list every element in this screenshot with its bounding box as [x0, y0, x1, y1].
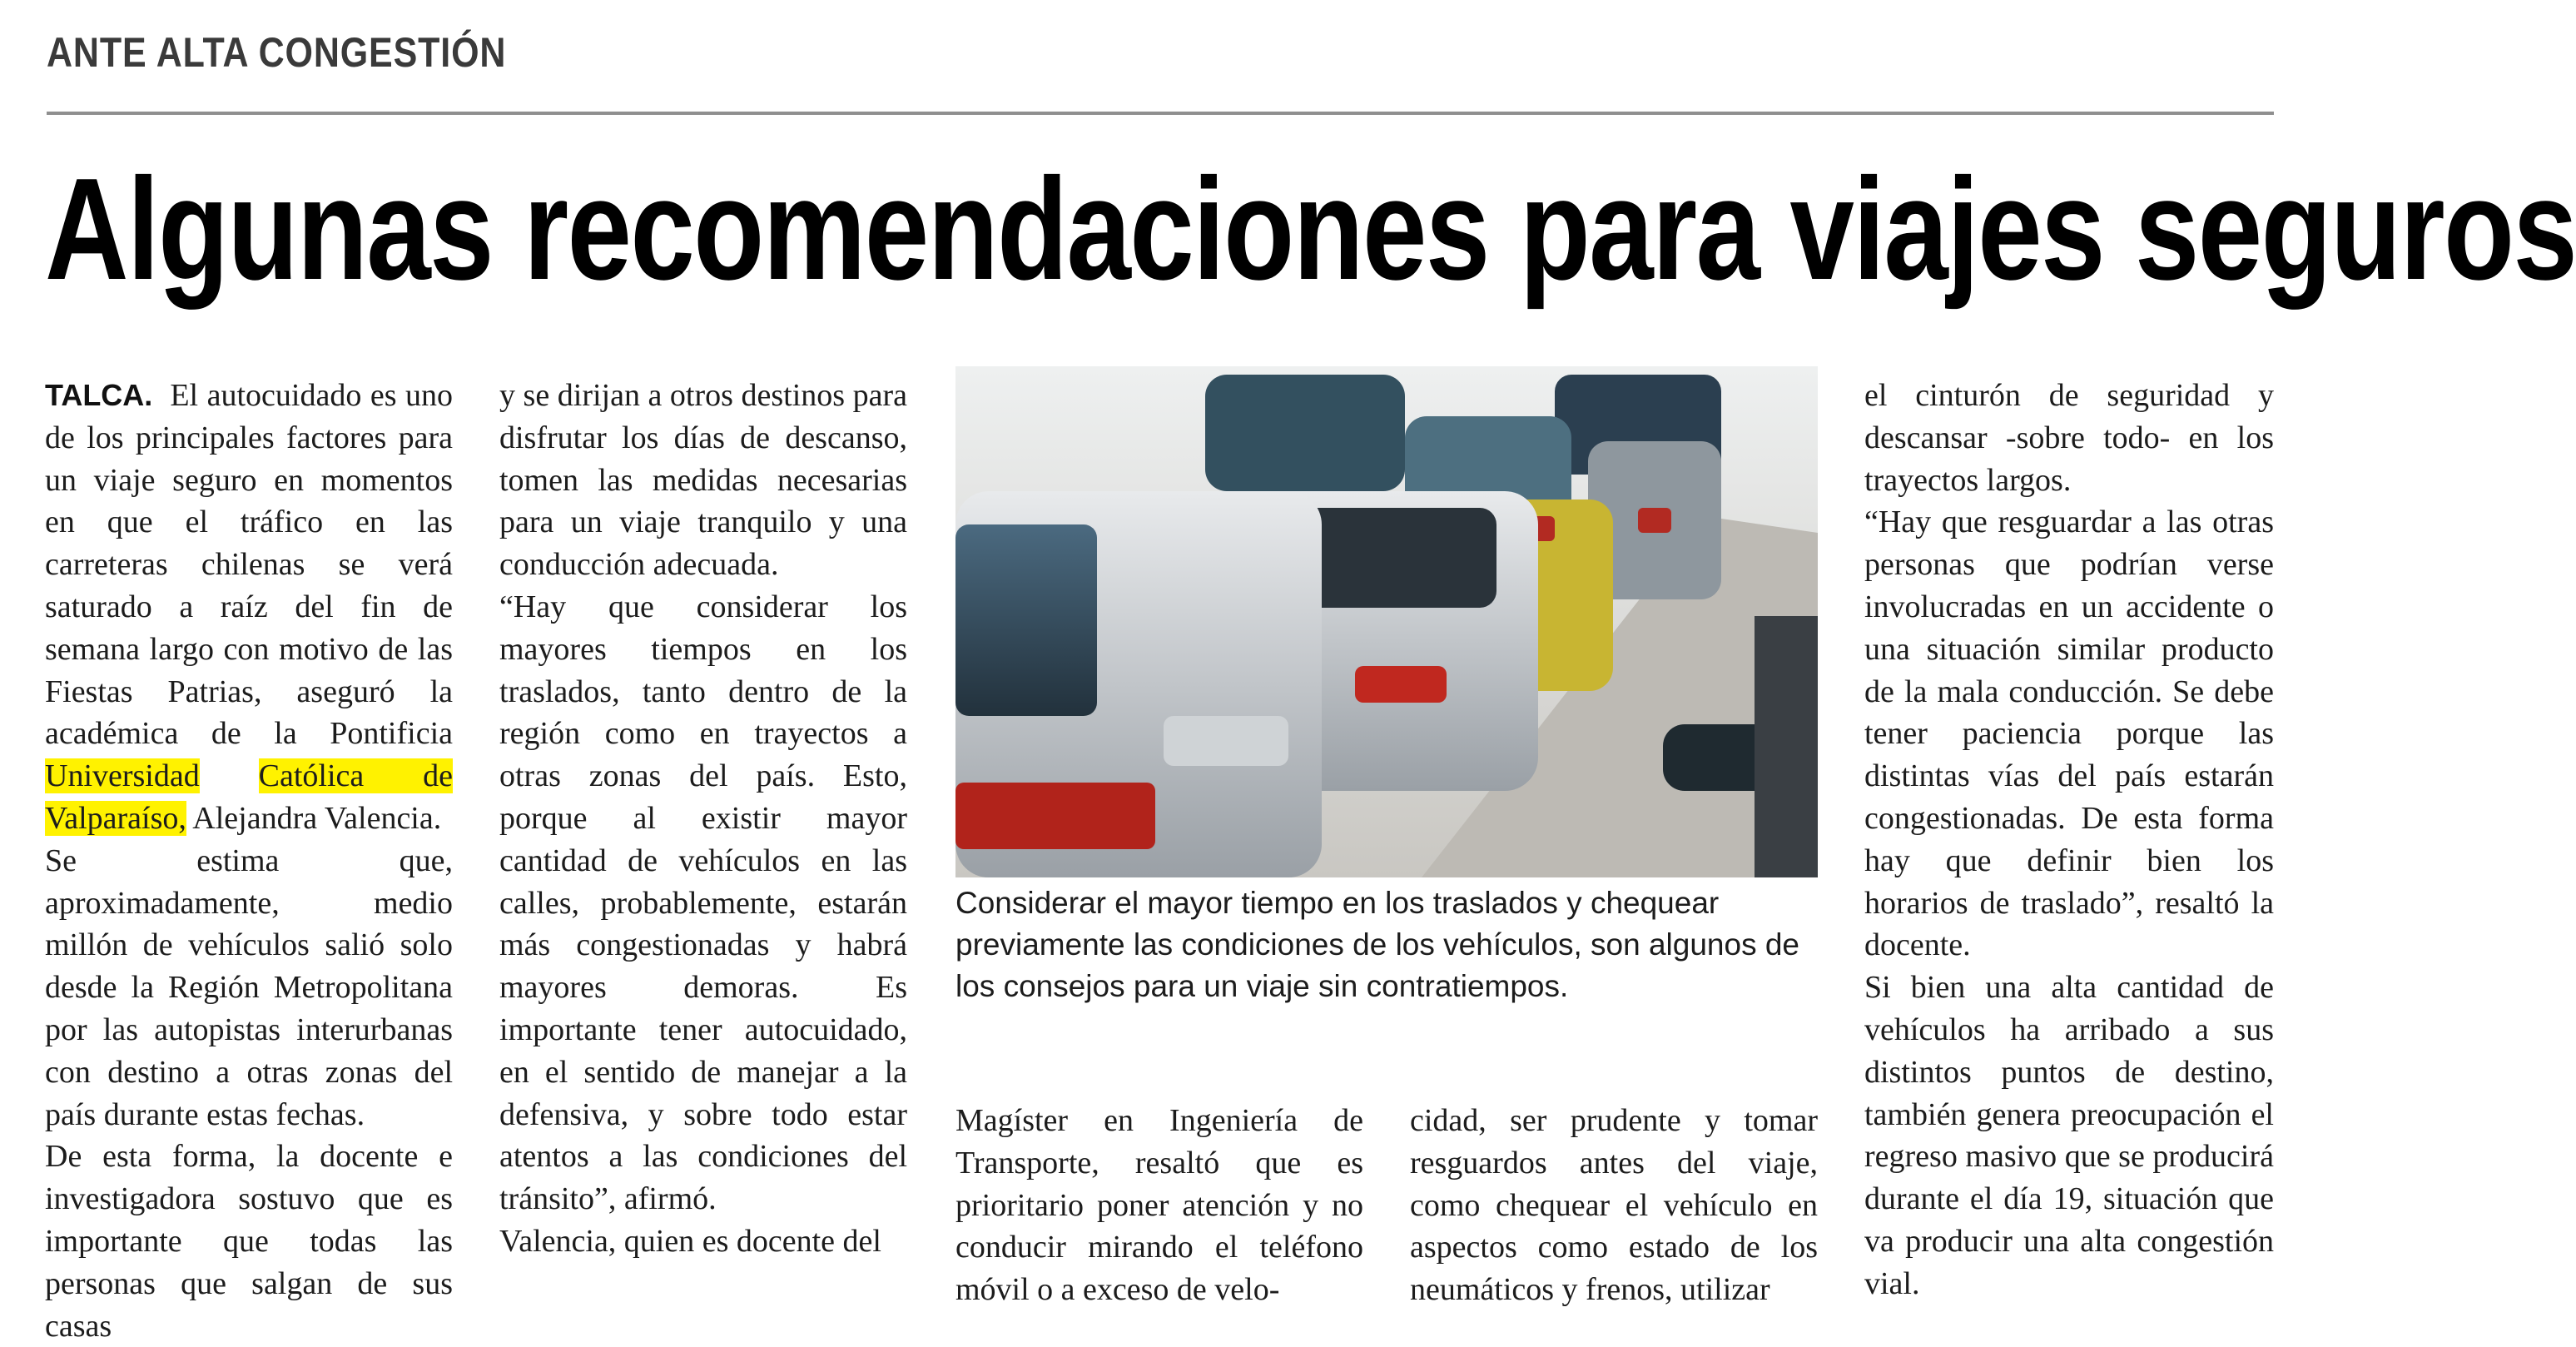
paragraph-2: Se estima que, aproximadamente, medio millón de vehículos salió solo desde la Región Metropolitana por las autopistas interurbanas con destino a otras zonas del país durante estas fechas. — [45, 842, 453, 1132]
dateline: TALCA. — [45, 378, 153, 412]
traffic-jam-illustration — [955, 366, 1818, 877]
highlighted-text: Universidad — [45, 758, 200, 794]
article-column-3 — [955, 1100, 1363, 1311]
headline: Algunas recomendaciones para viajes seguros — [45, 147, 2576, 310]
photo-caption: Considerar el mayor tiempo en los traslados y chequear previamente las condiciones de los vehículos, son algunos de los consejos para un viaje sin contratiempos. — [955, 886, 1800, 1003]
paragraph-4: y se dirijan a otros destinos para disfrutar los días de descanso, tomen las medidas necesarias para un viaje tranquilo y una conducción adecuada. — [499, 378, 907, 583]
section-label: ANTE ALTA CONGESTIÓN — [47, 29, 507, 76]
paragraph-1-start: El autocuidado es uno de los principales factores para un viaje seguro en momentos en que el tráfico en las carreteras chilenas se verá saturado a raíz del fin de semana largo con motivo de las Fiestas Patrias, aseguró la académica de la Pontificia — [45, 378, 454, 752]
paragraph-7: Magíster en Ingeniería de Transporte, resaltó que es prioritario poner atención y no conducir mirando el teléfono móvil o a exceso de velo- — [955, 1103, 1363, 1308]
article-column-2 — [499, 375, 907, 1263]
article-column-4 — [1410, 1100, 1818, 1311]
highlighted-text: Católica de Valparaíso, — [45, 758, 453, 836]
paragraph-9: el cinturón de seguridad y descansar -sobre todo- en los trayectos largos. — [1864, 378, 2274, 498]
paragraph-11: Si bien una alta cantidad de vehículos ha arribado a sus distintos puntos de destino, también genera preocupación el regreso masivo que se producirá durante el día 19, situación que va producir una alta congestión vial. — [1864, 970, 2274, 1301]
divider-rule — [47, 112, 2274, 115]
paragraph-3: De esta forma, la docente e investigadora sostuvo que es importante que todas las personas que salgan de sus casas — [45, 1139, 453, 1344]
traffic-photo — [955, 366, 1818, 877]
paragraph-5: “Hay que considerar los mayores tiempos en los traslados, tanto dentro de la región como en trayectos a otras zonas del país. Esto, porque al existir mayor cantidad de vehículos en las calles, probablemente, estarán más congestionadas y habrá mayores demoras. Es importante tener autocuidado, en el sentido de manejar a la defensiva, y sobre todo estar atentos a las condiciones del tránsito”, afirmó. — [499, 589, 907, 1217]
article-column-1 — [45, 375, 453, 1347]
paragraph-10: “Hay que resguardar a las otras personas que podrían verse involucradas en un accidente o una situación similar producto de la mala conducción. Se debe tener paciencia porque las distintas vías del país estarán congestionadas. De esta forma hay que definir bien los horarios de traslado”, resaltó la docente. — [1864, 505, 2274, 963]
article-column-5 — [1864, 375, 2274, 1305]
paragraph-6: Valencia, quien es docente del — [499, 1223, 881, 1259]
paragraph-8: cidad, ser prudente y tomar resguardos antes del viaje, como chequear el vehículo en aspectos como estado de los neumáticos y frenos, utilizar — [1410, 1103, 1818, 1308]
paragraph-1-end: Alejandra Valencia. — [186, 800, 442, 836]
paragraph-1 — [45, 375, 453, 840]
